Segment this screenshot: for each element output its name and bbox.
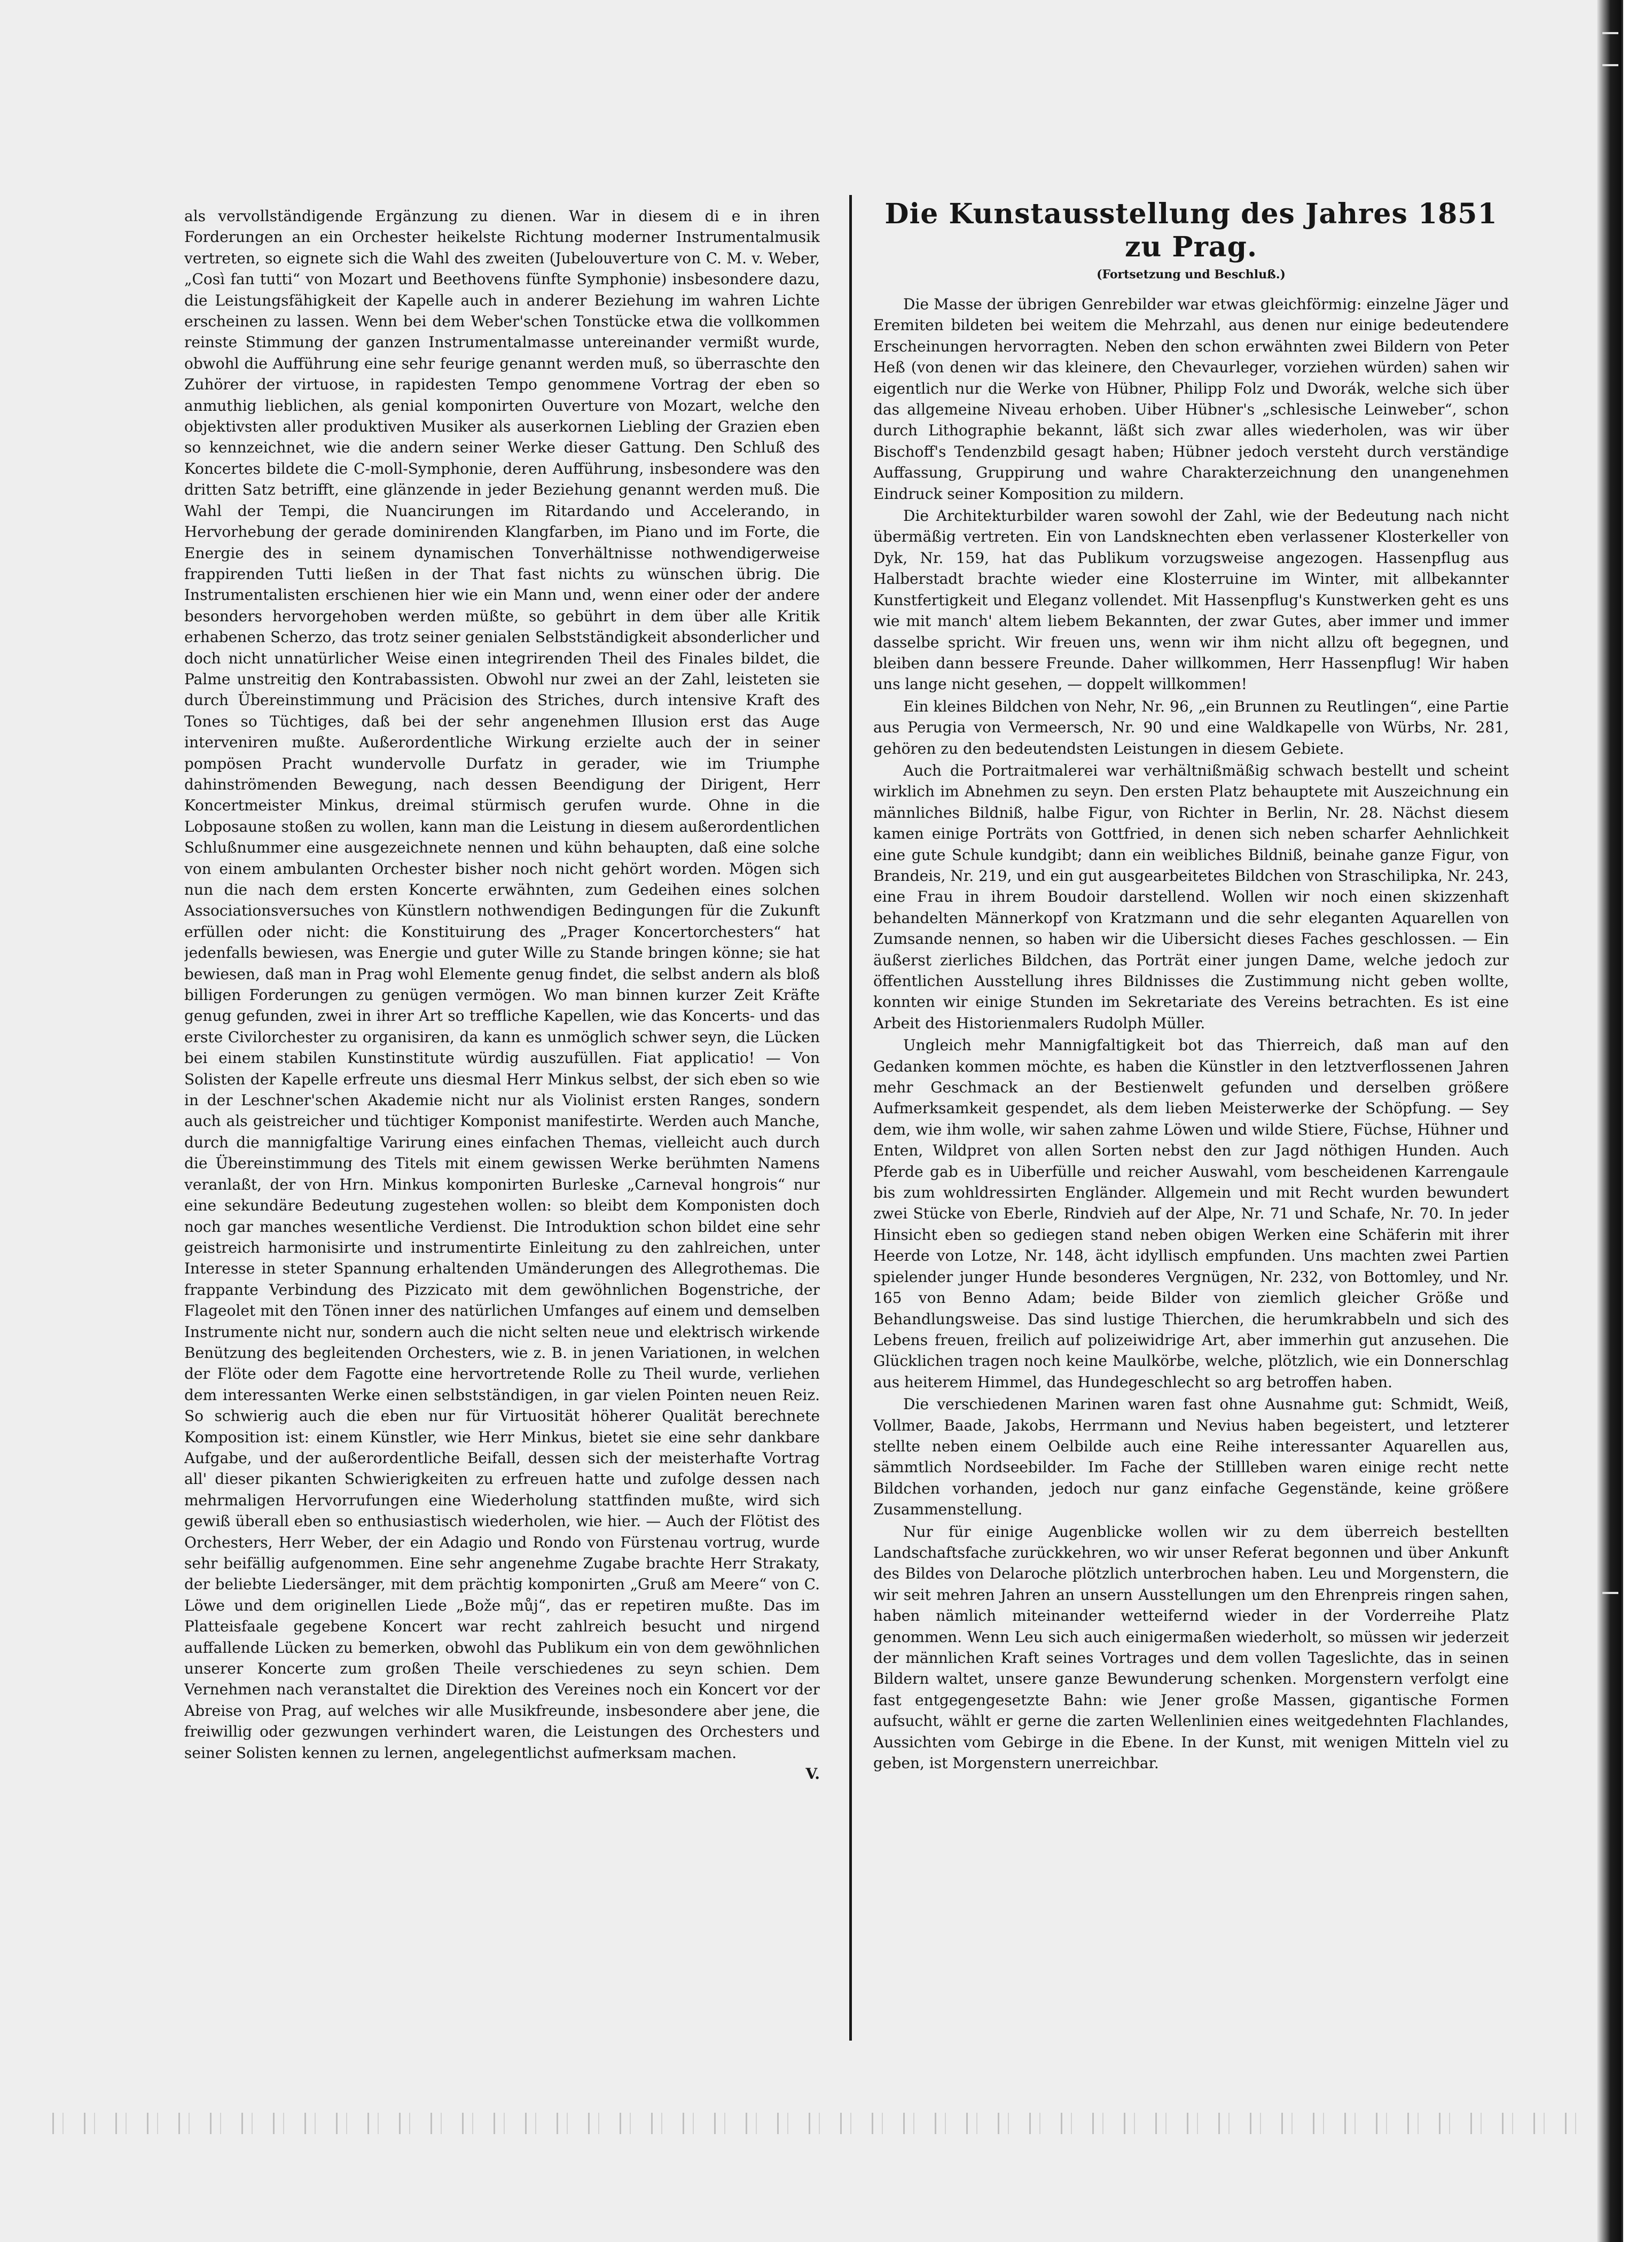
right-paragraph: Auch die Portraitmalerei war verhältnißmäßig schwach bestellt und scheint wirklich im Abnehmen zu seyn. Den ersten Platz behauptete mit Auszeichnung ein männliches Bildniß, halbe Figur, von Richter in Berlin, Nr. 28. Nächst diesem kamen einige Porträts von Gottfried, in denen sich neben scharfer Aehnlichkeit eine gute Schule kundgibt; dann ein weibliches Bildniß, beinahe ganze Figur, von Brandeis, Nr. 219, und ein gut ausgearbeitetes Bildchen von Straschilipka, Nr. 243, eine Frau in ihrem Boudoir darstellend. Wollen wir noch einen skizzenhaft behandelten Männerkopf von Kratzmann und die sehr eleganten Aquarellen von Zumsande nennen, so haben wir die Uibersicht dieses Faches geschlossen. — Ein äußerst zierliches Bildchen, das Porträt einer jungen Dame, welche jedoch zur öffentlichen Ausstellung ihres Bildnisses die Zustimmung nicht geben wollte, konnten wir einige Stunden im Sekretariate des Vereins betrachten. Es ist eine Arbeit des Historienmalers Rudolph Müller. — [873, 761, 1509, 1032]
right-column — [873, 198, 1509, 2046]
column-divider — [849, 195, 852, 2041]
left-paragraph: als vervollständigende Ergänzung zu dienen. War in diesem di e in ihren Forderungen an ein Orchester heikelste Richtung moderner Instrumentalmusik vertreten, so eignete sich die Wahl des zweiten (Jubelouverture von C. M. v. Weber, „Così fan tutti“ von Mozart und Beethovens fünfte Symphonie) insbesondere dazu, die Leistungsfähigkeit der Kapelle auch in anderer Beziehung im wahren Lichte erscheinen zu lassen. Wenn bei dem Weber'schen Tonstücke etwa die vollkommen reinste Stimmung der ganzen Instrumentalmasse untereinander vermißt wurde, obwohl die Aufführung eine sehr feurige genannt werden muß, so überraschte den Zuhörer der virtuose, in rapidesten Tempo genommene Vortrag der eben so anmuthig lieblichen, als genial komponirten Ouverture von Mozart, welche den objektivsten aller produktiven Musiker als auserkornen Liebling der Grazien eben so kennzeichnet, wie die andern seiner Werke dieser Gattung. Den Schluß des Koncertes bildete die C-moll-Symphonie, deren Aufführung, insbesondere was den dritten Satz betrifft, eine glänzende in jeder Beziehung genannt werden muß. Die Wahl der Tempi, die Nuancirungen im Ritardando und Accelerando, in Hervorhebung der gerade dominirenden Klangfarben, im Piano und im Forte, die Energie des in seinem dynamischen Tonverhältnisse nothwendigerweise frappirenden Tutti ließen in der That fast nichts zu wünschen übrig. Die Instrumentalisten erschienen hier wie ein Mann und, wenn einer oder der andere besonders hervorgehoben werden müßte, so gebührt in dem über alle Kritik erhabenen Scherzo, das trotz seiner genialen Selbstständigkeit absonderlicher und doch nicht unnatürlicher Weise einen integrirenden Theil des Finales bildet, die Palme unstreitig den Kontrabassisten. Obwohl nur zwei an der Zahl, leisteten sie durch Übereinstimmung und Präcision des Striches, durch intensive Kraft des Tones so Tüchtiges, daß bei der sehr angenehmen Illusion erst das Auge interveniren mußte. Außerordentliche Wirkung erzielte auch der in seiner pompösen Pracht wundervolle Durfatz in gerader, wie im Triumphe dahinströmenden Bewegung, nach dessen Beendigung der Dirigent, Herr Koncertmeister Minkus, dreimal stürmisch gerufen wurde. Ohne in die Lobposaune stoßen zu wollen, kann man die Leistung in diesem außerordentlichen Schlußnummer eine ausgezeichnete nennen und kühn behaupten, daß eine solche von einem ambulanten Orchester bisher noch nicht gehört worden. Mögen sich nun die nach dem ersten Koncerte erwähnten, zum Gedeihen eines solchen Associationsversuches von Künstlern nothwendigen Bedingungen für die Zukunft erfüllen oder nicht: die Konstituirung des „Prager Koncertorchesters“ hat jedenfalls bewiesen, was Energie und guter Wille zu Stande bringen könne; sie hat bewiesen, daß man in Prag wohl Elemente genug findet, die selbst andern als bloß billigen Forderungen zu genügen vermögen. Wo man binnen kurzer Zeit Kräfte genug gefunden, zwei in ihrer Art so treffliche Kapellen, wie das Koncerts- und das erste Civilorchester zu organisiren, da kann es unmöglich schwer seyn, die Lücken bei einem stabilen Kunstinstitute würdig auszufüllen. Fiat applicatio! — Von Solisten der Kapelle erfreute uns diesmal Herr Minkus selbst, der sich eben so wie in der Leschner'schen Akademie nicht nur als Violinist ersten Ranges, sondern auch als geistreicher und tüchtiger Komponist manifestirte. Werden auch Manche, durch die mannigfaltige Varirung eines einfachen Themas, vielleicht auch durch die Übereinstimmung des Titels mit einem gewissen Werke berühmten Namens veranlaßt, der von Hrn. Minkus komponirten Burleske „Carneval hongrois“ nur eine sekundäre Bedeutung zugestehen wollen: so bleibt dem Komponisten doch noch gar manches wesentliche Verdienst. Die Introduktion schon bildet eine sehr geistreich harmonisirte und instrumentirte Einleitung zu den zahlreichen, unter Interesse in steter Spannung erhaltenden Umänderungen des Allegrothemas. Die frappante Verbindung des Pizzicato mit dem gewöhnlichen Bogenstriche, der Flageolet mit den Tönen inner des natürlichen Umfanges auf einem und demselben Instrumente nicht nur, sondern auch die nicht selten neue und elektrisch wirkende Benützung des begleitenden Orchesters, wie z. B. in jenen Variationen, in welchen der Flöte oder dem Fagotte eine hervortretende Rolle zu Theil wurde, verliehen dem interessanten Werke einen selbstständigen, in gar vielen Pointen neuen Reiz. So schwierig auch die eben nur für Virtuosität höherer Qualität berechnete Komposition ist: einem Künstler, wie Herr Minkus, bietet sie eine sehr dankbare Aufgabe, und der außerordentliche Beifall, dessen sich der meisterhafte Vortrag all' dieser pikanten Schwierigkeiten zu erfreuen hatte und zufolge dessen nach mehrmaligen Hervorrufungen eine Wiederholung stattfinden mußte, wird sich gewiß überall eben so enthusiastisch wiederholen, wie hier. — Auch der Flötist des Orchesters, Herr Weber, der ein Adagio und Rondo von Fürstenau vortrug, wurde sehr beifällig aufgenommen. Eine sehr angenehme Zugabe brachte Herr Strakaty, der beliebte Liedersänger, mit dem prächtig komponirten „Gruß am Meere“ von C. Löwe und dem originellen Liede „Bože můj“, das er repetiren mußte. Das im Platteisfaale gegebene Koncert war recht zahlreich besucht und nirgend auffallende Lücken zu bemerken, obwohl das Publikum ein von dem gewöhnlichen unserer Koncerte zum großen Theile verschiedenes zu seyn schien. Dem Vernehmen nach veranstaltet die Direktion des Vereines noch ein Koncert vor der Abreise von Prag, auf welches wir alle Musikfreunde, insbesondere aber jene, die freiwillig oder gezwungen verhindert waren, die Leistungen des Orchesters und seiner Solisten kennen zu lernen, angelegentlichst aufmerksam machen. — [184, 207, 820, 1762]
binding-edge — [1597, 0, 1622, 2242]
right-paragraph: Die Masse der übrigen Genrebilder war etwas gleichförmig: einzelne Jäger und Eremiten bildeten bei weitem die Mehrzahl, aus denen nur einige bedeutendere Erscheinungen hervorragten. Neben den schon erwähnten zwei Bildern von Peter Heß (von denen wir das kleinere, den Chevaurleger, vorziehen würden) sahen wir eigentlich nur die Werke von Hübner, Philipp Folz und Dworák, welche sich über das allgemeine Niveau erhoben. Uiber Hübner's „schlesische Leinweber“, schon durch Lithographie bekannt, läßt sich zwar alles wiederholen, was wir über Bischoff's Tendenzbild gesagt haben; Hübner jedoch versteht durch verständige Auffassung, Gruppirung und wahre Charakterzeichnung den unangenehmen Eindruck seiner Komposition zu mildern. — [873, 295, 1509, 503]
scan-margin — [1622, 0, 1652, 2242]
right-paragraph: Die verschiedenen Marinen waren fast ohne Ausnahme gut: Schmidt, Weiß, Vollmer, Baade, Jakobs, Herrmann und Nevius haben begeistert, und letzterer stellte neben einem Oelbilde auch eine Reihe interessanter Aquarellen aus, sämmtlich Nordseebilder. Im Fache der Stillleben waren einige recht nette Bildchen vorhanden, jedoch nur ganz einfache Gegenstände, keine größere Zusammenstellung. — [873, 1395, 1509, 1519]
right-paragraph: Ein kleines Bildchen von Nehr, Nr. 96, „ein Brunnen zu Reutlingen“, eine Partie aus Perugia von Vermeersch, Nr. 90 und eine Waldkapelle von Würbs, Nr. 281, gehören zu den bedeutendsten Leistungen in diesem Gebiete. — [873, 697, 1509, 757]
scan-noise-strip — [32, 2113, 1581, 2134]
article-subtitle: (Fortsetzung und Beschluß.) — [1097, 268, 1286, 282]
left-column — [184, 206, 820, 2046]
right-paragraph: Ungleich mehr Mannigfaltigkeit bot das Thierreich, daß man auf den Gedanken kommen möchte, es haben die Künstler in den letztverflossenen Jahren mehr Geschmack an der Bestienwelt gefunden und derselben größere Aufmerksamkeit gespendet, als dem lieben Meisterwerke der Schöpfung. — Sey dem, wie ihm wolle, wir sahen zahme Löwen und wilde Stiere, Füchse, Hühner und Enten, Wildpret von allen Sorten nebst den zur Jagd nöthigen Hunden. Auch Pferde gab es in Uiberfülle und reicher Auswahl, vom bescheidenen Karrengaule bis zum wohldressirten Engländer. Allgemein und mit Recht wurden bewundert zwei Stücke von Eberle, Rindvieh auf der Alpe, Nr. 71 und Schafe, Nr. 70. In jeder Hinsicht eben so gediegen stand neben obigen Werken eine Schäferin mit ihrer Heerde von Lotze, Nr. 148, ächt idyllisch empfunden. Uns machten zwei Partien spielender junger Hunde besonderes Vergnügen, Nr. 232, von Bottomley, und Nr. 165 von Benno Adam; beide Bilder von ziemlich gleicher Größe und Behandlungsweise. Das sind lustige Thierchen, die herumkrabbeln und sich des Lebens freuen, freilich auf polizeiwidrige Art, aber immerhin gut anzusehen. Die Glücklichen tragen noch keine Maulkörbe, welche, plötzlich, wie ein Donnerschlag aus heiterem Himmel, das Hundegeschlecht so arg betroffen haben. — [873, 1036, 1509, 1391]
author-signature: V. — [805, 1765, 820, 1783]
right-paragraph: Die Architekturbilder waren sowohl der Zahl, wie der Bedeutung nach nicht übermäßig vertreten. Ein von Landsknechten eben verlassener Klosterkeller von Dyk, Nr. 159, hat das Publikum vorzugsweise angezogen. Hassenpflug aus Halberstadt brachte wieder eine Klosterruine im Winter, mit allbekannter Kunstfertigkeit und Eleganz vollendet. Mit Hassenpflug's Kunstwerken geht es uns wie mit manch' altem liebem Bekannten, der zwar Gutes, aber immer und immer dasselbe spricht. Wir freuen uns, wenn wir ihm nicht allzu oft begegnen, und bleiben dann bessere Freunde. Daher willkommen, Herr Hassenpflug! Wir haben uns lange nicht gesehen, — doppelt willkommen! — [873, 507, 1509, 693]
right-paragraph: Nur für einige Augenblicke wollen wir zu dem überreich bestellten Landschaftsfache zurückkehren, wo wir unser Referat begonnen und über Ankunft des Bildes von Delaroche plötzlich unterbrochen haben. Leu und Morgenstern, die wir seit mehren Jahren an unsern Ausstellungen um den Ehrenpreis ringen sahen, haben nämlich miteinander wetteifernd wieder in der Vorderreihe Platz genommen. Wenn Leu sich auch einigermaßen wiederholt, so müssen wir jederzeit der männlichen Kraft seines Vortrages und dem vollen Tageslichte, das in seinen Bildern waltet, unsere ganze Bewunderung schenken. Morgenstern verfolgt eine fast entgegengesetzte Bahn: wie Jener große Massen, gigantische Formen aufsucht, wählt er gerne die zarten Wellenlinien eines weitgedehnten Flachlandes, Aussichten vom Gebirge in die Ebene. In der Kunst, mit wenigen Mitteln viel zu geben, ist Morgenstern unerreichbar. — [873, 1522, 1509, 1772]
article-title: Die Kunstausstellung des Jahres 1851 zu Prag. — [884, 198, 1498, 263]
